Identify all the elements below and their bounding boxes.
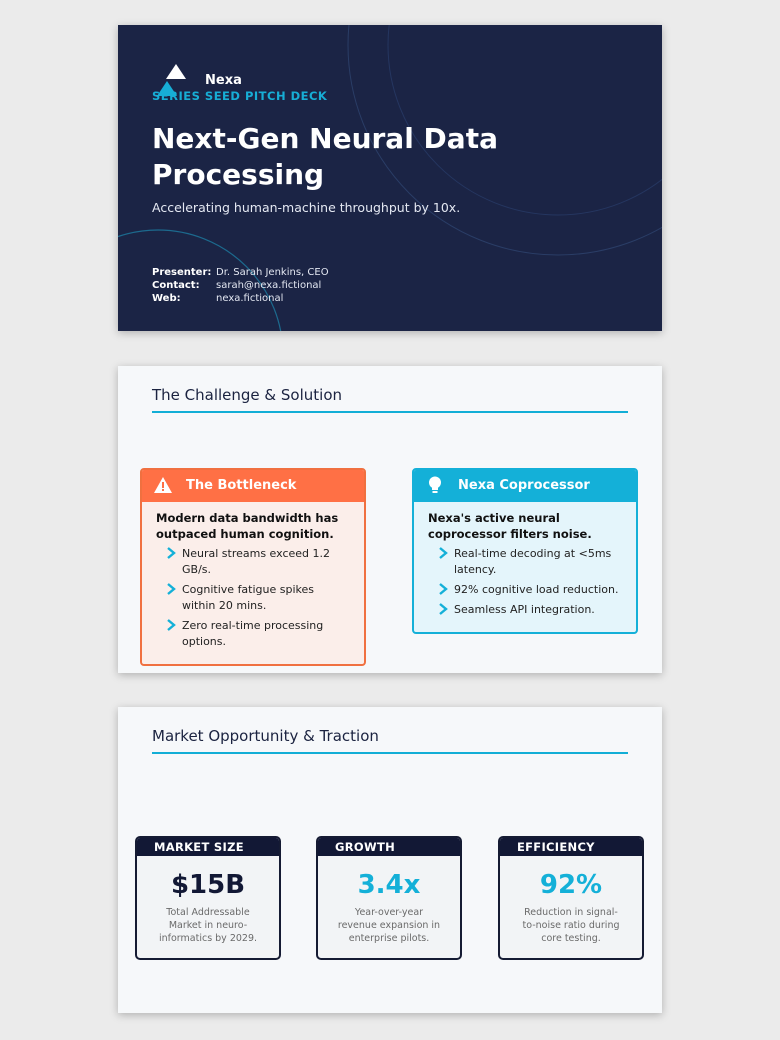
challenge-solution-slide xyxy=(118,366,662,673)
metric-label: EFFICIENCY xyxy=(500,838,642,856)
presenter-value: Dr. Sarah Jenkins, CEO xyxy=(216,267,329,278)
chevron-right-icon xyxy=(166,619,176,631)
card-lead: Nexa's active neural coprocessor filters noise. xyxy=(428,511,592,541)
list-item xyxy=(438,546,622,578)
deck-subtitle: Accelerating human-machine throughput by 10x. xyxy=(152,200,461,215)
web-label: Web: xyxy=(152,293,181,304)
list-item xyxy=(438,602,622,618)
chevron-right-icon xyxy=(166,547,176,559)
web-row xyxy=(152,292,329,305)
slide-title: The Challenge & Solution xyxy=(152,386,342,404)
contact-value[interactable]: sarah@nexa.fictional xyxy=(216,280,322,291)
market-size-metric xyxy=(135,836,281,960)
deck-kicker: SERIES SEED PITCH DECK xyxy=(152,89,328,103)
presenter-details xyxy=(152,266,329,305)
bullet-list xyxy=(428,546,622,618)
contact-row xyxy=(152,279,329,292)
card-header xyxy=(140,468,366,502)
metric-label: MARKET SIZE xyxy=(137,838,279,856)
metric-value: 3.4x xyxy=(357,870,421,900)
title-slide xyxy=(118,25,662,331)
chevron-right-icon xyxy=(438,547,448,559)
warning-icon xyxy=(154,476,172,494)
bullet-text: 92% cognitive load reduction. xyxy=(454,583,619,596)
efficiency-metric xyxy=(498,836,644,960)
chevron-right-icon xyxy=(438,583,448,595)
nexa-coprocessor-card xyxy=(412,468,638,634)
metric-value: $15B xyxy=(170,870,246,900)
bullet-text: Neural streams exceed 1.2 GB/s. xyxy=(182,547,331,576)
bullet-text: Zero real-time processing options. xyxy=(182,619,324,648)
list-item xyxy=(166,546,350,578)
list-item xyxy=(166,618,350,650)
card-heading: The Bottleneck xyxy=(186,477,297,493)
metric-value: 92% xyxy=(539,870,603,900)
list-item xyxy=(166,582,350,614)
list-item xyxy=(438,582,622,598)
bullet-text: Cognitive fatigue spikes within 20 mins. xyxy=(182,583,315,612)
deck-title: Next-Gen Neural Data Processing xyxy=(152,122,498,191)
bullet-text: Seamless API integration. xyxy=(454,603,595,616)
card-lead: Modern data bandwidth has outpaced human cognition. xyxy=(156,511,339,541)
bullet-text: Real-time decoding at <5ms latency. xyxy=(454,547,612,576)
metric-description: Total Addressable Market in neuro-informatics by 2029. xyxy=(158,907,258,944)
card-heading: Nexa Coprocessor xyxy=(458,477,590,493)
title-divider xyxy=(152,411,628,413)
title-divider xyxy=(152,752,628,754)
metric-description: Year-over-year revenue expansion in enterprise pilots. xyxy=(337,907,441,944)
logo-name: Nexa xyxy=(205,73,242,88)
presenter-row xyxy=(152,266,329,279)
card-header xyxy=(412,468,638,502)
growth-metric xyxy=(316,836,462,960)
metric-label: GROWTH xyxy=(318,838,460,856)
bullet-list xyxy=(156,546,350,650)
presenter-label: Presenter: xyxy=(152,267,212,278)
chevron-right-icon xyxy=(166,583,176,595)
market-traction-slide xyxy=(118,707,662,1013)
contact-label: Contact: xyxy=(152,280,200,291)
bottleneck-card xyxy=(140,468,366,666)
lightbulb-icon xyxy=(426,476,444,494)
chevron-right-icon xyxy=(438,603,448,615)
metric-description: Reduction in signal-to-noise ratio during core testing. xyxy=(522,907,620,944)
slide-title: Market Opportunity & Traction xyxy=(152,727,379,745)
web-value[interactable]: nexa.fictional xyxy=(216,293,284,304)
